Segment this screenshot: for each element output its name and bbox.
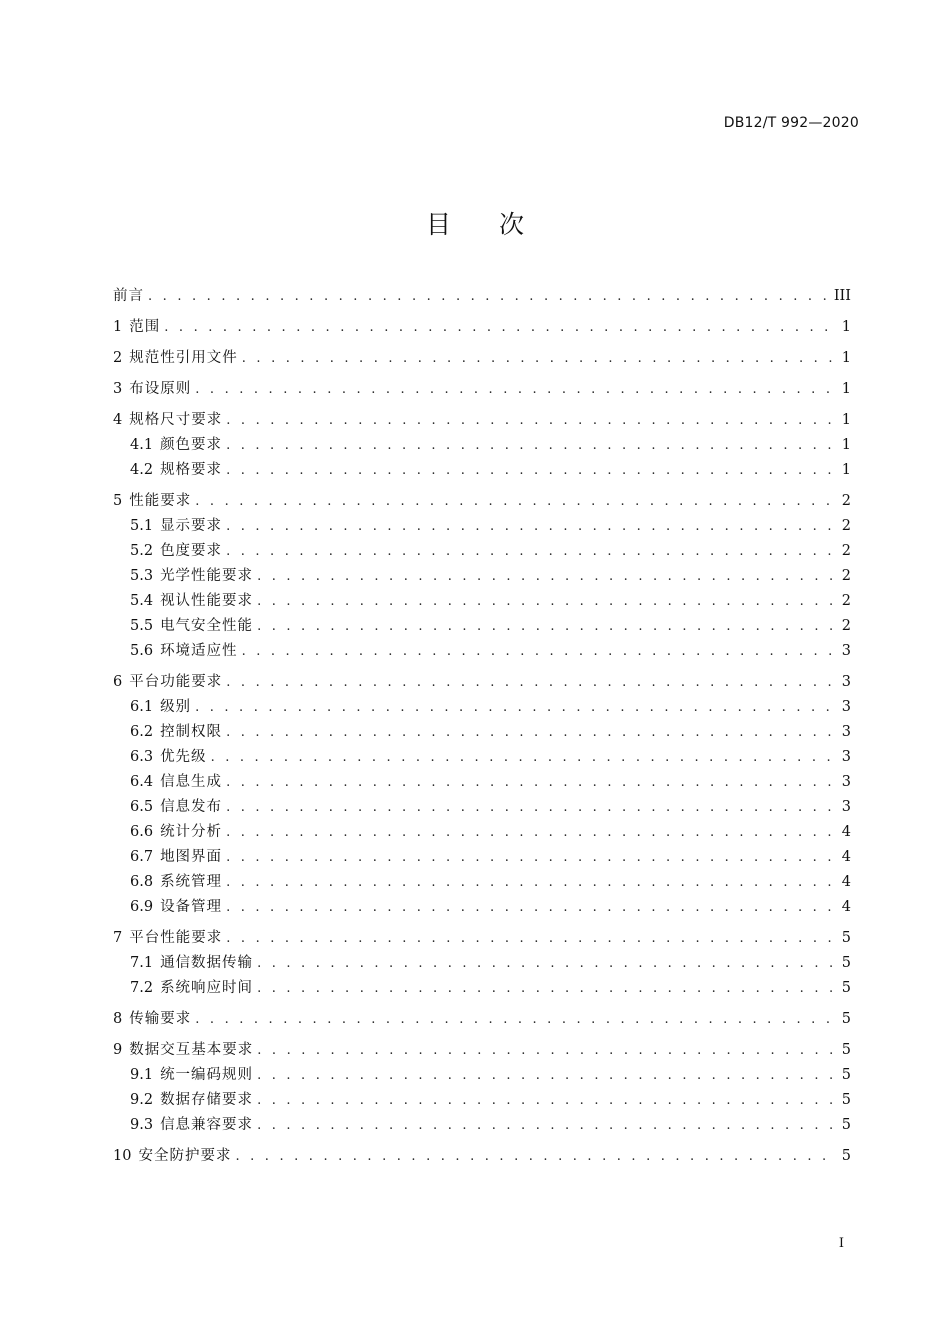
toc-entry-label: 显示要求 <box>160 518 223 534</box>
toc-entry-page: 5 <box>841 1092 851 1108</box>
toc-entry[interactable] <box>113 539 851 564</box>
toc-dot-leader <box>226 845 835 870</box>
toc-entry-number: 4.1 <box>130 437 154 453</box>
toc-entry-number: 4.2 <box>130 462 154 478</box>
toc-entry-label: 颜色要求 <box>160 437 223 453</box>
toc-entry-page: 2 <box>841 593 851 609</box>
toc-entry-page: 2 <box>841 543 851 559</box>
toc-dot-leader <box>195 695 835 720</box>
toc-dot-leader <box>226 458 835 483</box>
toc-entry[interactable] <box>113 1113 851 1138</box>
toc-entry-page: 2 <box>841 618 851 634</box>
toc-entry-label: 设备管理 <box>160 899 223 915</box>
toc-entry-page: 5 <box>841 955 851 971</box>
toc-entry[interactable] <box>113 377 851 402</box>
toc-title: 目次 <box>425 210 572 239</box>
toc-dot-leader <box>226 539 835 564</box>
toc-entry-page: 3 <box>841 643 851 659</box>
toc-dot-leader <box>257 564 835 589</box>
toc-dot-leader <box>164 315 835 340</box>
toc-dot-leader <box>257 1113 835 1138</box>
toc-entry-page: 3 <box>841 699 851 715</box>
toc-entry[interactable] <box>113 458 851 483</box>
toc-entry-page: 3 <box>841 799 851 815</box>
toc-entry[interactable] <box>113 845 851 870</box>
toc-entry-number: 2 <box>113 350 123 366</box>
toc-entry[interactable] <box>113 589 851 614</box>
toc-dot-leader <box>195 377 835 402</box>
toc-dot-leader <box>257 1063 835 1088</box>
toc-entry-number: 5.1 <box>130 518 154 534</box>
toc-dot-leader <box>226 408 835 433</box>
toc-entry[interactable] <box>113 315 851 340</box>
table-of-contents <box>113 284 851 1169</box>
toc-entry-label: 色度要求 <box>160 543 223 559</box>
toc-entry-page: 4 <box>841 899 851 915</box>
toc-entry-page: 5 <box>841 1067 851 1083</box>
toc-dot-leader <box>226 895 835 920</box>
toc-entry-number: 6.6 <box>130 824 154 840</box>
toc-entry-number: 6.3 <box>130 749 154 765</box>
toc-entry-number: 1 <box>113 319 123 335</box>
toc-entry-page: 3 <box>841 774 851 790</box>
toc-entry-page: 5 <box>841 1117 851 1133</box>
toc-entry-page: 1 <box>841 319 851 335</box>
toc-dot-leader <box>195 489 835 514</box>
toc-entry-label: 地图界面 <box>160 849 223 865</box>
toc-entry-number: 9.2 <box>130 1092 154 1108</box>
toc-entry-label: 安全防护要求 <box>138 1148 232 1164</box>
toc-entry[interactable] <box>113 346 851 371</box>
toc-dot-leader <box>242 346 835 371</box>
toc-entry-label: 传输要求 <box>129 1011 192 1027</box>
toc-entry[interactable] <box>113 408 851 433</box>
toc-entry[interactable] <box>113 639 851 664</box>
toc-entry[interactable] <box>113 284 851 309</box>
toc-dot-leader <box>148 284 828 309</box>
toc-entry-number: 6.8 <box>130 874 154 890</box>
toc-entry-page: 2 <box>841 568 851 584</box>
toc-entry-label: 性能要求 <box>129 493 192 509</box>
toc-entry-label: 信息生成 <box>160 774 223 790</box>
toc-dot-leader <box>226 670 835 695</box>
toc-entry[interactable] <box>113 670 851 695</box>
toc-entry-page: 1 <box>841 462 851 478</box>
toc-entry-page: 1 <box>841 350 851 366</box>
toc-dot-leader <box>226 770 835 795</box>
toc-dot-leader <box>226 870 835 895</box>
toc-entry[interactable] <box>113 433 851 458</box>
toc-entry-label: 环境适应性 <box>160 643 238 659</box>
toc-entry[interactable] <box>113 1063 851 1088</box>
toc-entry[interactable] <box>113 1007 851 1032</box>
toc-entry-number: 6.1 <box>130 699 154 715</box>
toc-entry-label: 视认性能要求 <box>160 593 254 609</box>
toc-entry[interactable] <box>113 1144 851 1169</box>
toc-dot-leader <box>226 514 835 539</box>
toc-entry[interactable] <box>113 795 851 820</box>
toc-entry-label: 通信数据传输 <box>160 955 254 971</box>
toc-entry[interactable] <box>113 1038 851 1063</box>
toc-entry[interactable] <box>113 1088 851 1113</box>
toc-dot-leader <box>257 1088 835 1113</box>
toc-entry-number: 9.1 <box>130 1067 154 1083</box>
toc-dot-leader <box>226 433 835 458</box>
toc-entry-label: 系统响应时间 <box>160 980 254 996</box>
toc-dot-leader <box>257 951 835 976</box>
toc-entry-page: 4 <box>841 849 851 865</box>
footer-page-number: I <box>838 1236 844 1251</box>
toc-entry[interactable] <box>113 564 851 589</box>
toc-entry[interactable] <box>113 720 851 745</box>
toc-entry-number: 6.5 <box>130 799 154 815</box>
toc-entry-label: 平台性能要求 <box>129 930 223 946</box>
toc-entry-label: 规格要求 <box>160 462 223 478</box>
toc-dot-leader <box>242 639 835 664</box>
toc-entry-page: 1 <box>841 437 851 453</box>
toc-entry-label: 优先级 <box>160 749 207 765</box>
toc-entry-number: 5 <box>113 493 123 509</box>
toc-entry[interactable] <box>113 489 851 514</box>
toc-entry-number: 9.3 <box>130 1117 154 1133</box>
toc-entry-page: 5 <box>841 930 851 946</box>
toc-entry-number: 10 <box>113 1148 132 1164</box>
toc-entry[interactable] <box>113 926 851 951</box>
toc-entry-label: 范围 <box>129 319 161 335</box>
toc-entry-label: 级别 <box>160 699 192 715</box>
toc-entry-label: 系统管理 <box>160 874 223 890</box>
toc-entry[interactable] <box>113 951 851 976</box>
document-id: DB12/T 992—2020 <box>723 115 859 131</box>
toc-entry-page: 3 <box>841 724 851 740</box>
toc-entry-label: 光学性能要求 <box>160 568 254 584</box>
toc-dot-leader <box>257 589 835 614</box>
toc-entry-number: 6.2 <box>130 724 154 740</box>
toc-dot-leader <box>195 1007 835 1032</box>
toc-dot-leader <box>211 745 835 770</box>
toc-entry-label: 信息发布 <box>160 799 223 815</box>
toc-dot-leader <box>235 1144 835 1169</box>
toc-entry-label: 电气安全性能 <box>160 618 254 634</box>
toc-dot-leader <box>257 1038 835 1063</box>
toc-entry[interactable] <box>113 770 851 795</box>
toc-entry-label: 前言 <box>113 288 144 304</box>
toc-dot-leader <box>257 614 835 639</box>
toc-entry-page: 5 <box>841 980 851 996</box>
toc-entry[interactable] <box>113 820 851 845</box>
toc-entry-number: 5.5 <box>130 618 154 634</box>
toc-entry-page: 3 <box>841 749 851 765</box>
toc-entry-page: 3 <box>841 674 851 690</box>
toc-entry-label: 数据存储要求 <box>160 1092 254 1108</box>
toc-entry-page: 2 <box>841 518 851 534</box>
toc-entry-number: 9 <box>113 1042 123 1058</box>
toc-entry-page: 5 <box>841 1042 851 1058</box>
toc-entry-number: 5.4 <box>130 593 154 609</box>
toc-entry-page: 5 <box>841 1011 851 1027</box>
toc-entry-label: 统一编码规则 <box>160 1067 254 1083</box>
toc-entry-number: 7.2 <box>130 980 154 996</box>
toc-entry-label: 平台功能要求 <box>129 674 223 690</box>
toc-entry-label: 数据交互基本要求 <box>129 1042 254 1058</box>
toc-entry-label: 控制权限 <box>160 724 223 740</box>
toc-entry[interactable] <box>113 614 851 639</box>
toc-entry-number: 6.4 <box>130 774 154 790</box>
toc-entry-label: 布设原则 <box>129 381 192 397</box>
toc-entry[interactable] <box>113 695 851 720</box>
toc-entry[interactable] <box>113 514 851 539</box>
toc-entry-number: 6 <box>113 674 123 690</box>
toc-entry-page: 2 <box>841 493 851 509</box>
toc-dot-leader <box>226 820 835 845</box>
toc-entry-label: 统计分析 <box>160 824 223 840</box>
toc-dot-leader <box>226 926 835 951</box>
toc-entry-number: 6.9 <box>130 899 154 915</box>
toc-entry-number: 6.7 <box>130 849 154 865</box>
toc-entry-page: 5 <box>841 1148 851 1164</box>
toc-entry-number: 5.6 <box>130 643 154 659</box>
toc-entry-page: 4 <box>841 824 851 840</box>
toc-entry-page: 1 <box>841 381 851 397</box>
toc-entry-number: 8 <box>113 1011 123 1027</box>
toc-entry-label: 规格尺寸要求 <box>129 412 223 428</box>
toc-entry[interactable] <box>113 870 851 895</box>
toc-entry-number: 5.2 <box>130 543 154 559</box>
toc-entry-page: III <box>833 288 851 304</box>
toc-entry-number: 3 <box>113 381 123 397</box>
toc-dot-leader <box>226 720 835 745</box>
toc-dot-leader <box>257 976 835 1001</box>
toc-entry-label: 规范性引用文件 <box>129 350 238 366</box>
toc-entry[interactable] <box>113 745 851 770</box>
toc-entry-label: 信息兼容要求 <box>160 1117 254 1133</box>
toc-entry-number: 7.1 <box>130 955 154 971</box>
toc-entry-number: 4 <box>113 412 123 428</box>
toc-entry-number: 7 <box>113 930 123 946</box>
toc-entry-page: 4 <box>841 874 851 890</box>
toc-entry[interactable] <box>113 895 851 920</box>
toc-entry-number: 5.3 <box>130 568 154 584</box>
toc-entry[interactable] <box>113 976 851 1001</box>
toc-entry-page: 1 <box>841 412 851 428</box>
toc-dot-leader <box>226 795 835 820</box>
